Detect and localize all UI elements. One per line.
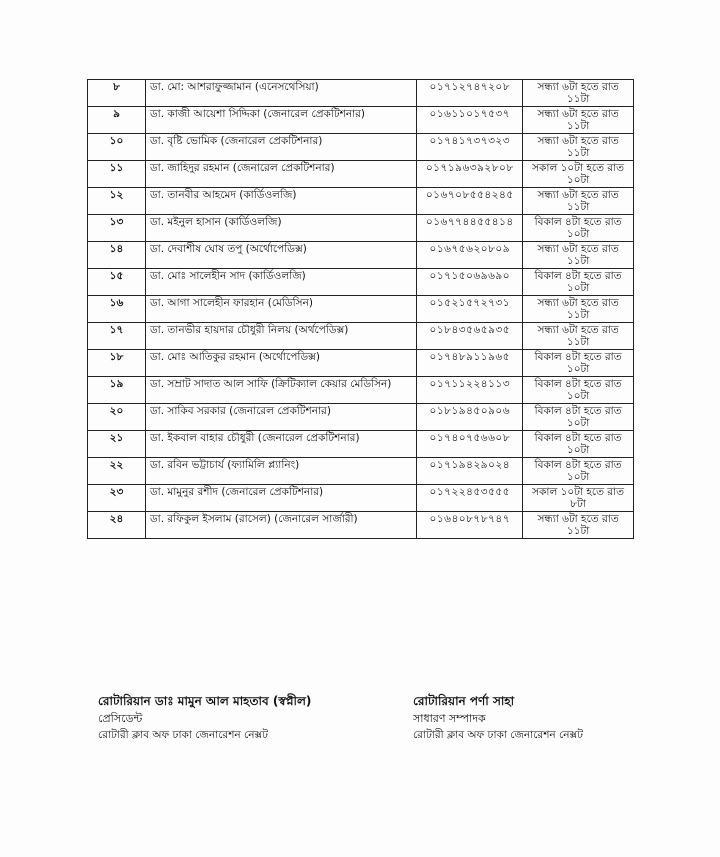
table-row <box>88 269 634 296</box>
serial-cell: ১১ <box>88 161 146 188</box>
serial-cell: ৮ <box>88 80 146 107</box>
serial-cell: ১২ <box>88 188 146 215</box>
doctor-name-cell: ডা. মোঃ আতিকুর রহমান (অর্থোপেডিক্স) <box>145 350 416 377</box>
doctor-name-cell: ডা. সাকিব সরকার (জেনারেল প্রেকটিশনার) <box>145 404 416 431</box>
phone-cell: ০১৭১৫০৬৯৬৯০ <box>417 269 523 296</box>
table-row <box>88 377 634 404</box>
table-row <box>88 458 634 485</box>
phone-cell: ০১৬৭৭৪৪৫৫৪১৪ <box>417 215 523 242</box>
signature-secretary-role: সাধারণ সম্পাদক <box>413 712 486 725</box>
time-cell: বিকাল ৪টা হতে রাত ১০টা <box>523 215 634 242</box>
phone-cell: ০১৭৪১৭৩৭৩২৩ <box>417 134 523 161</box>
doctor-name-cell: ডা. মামুনুর রশীদ (জেনারেল প্রেকটিশনার) <box>145 485 416 512</box>
phone-cell: ০১৭১৯৬৩৯২৮০৮ <box>417 161 523 188</box>
phone-cell: ০১৫২১৫৭২৭৩১ <box>417 296 523 323</box>
table-row <box>88 188 634 215</box>
table-row <box>88 323 634 350</box>
table-row <box>88 485 634 512</box>
serial-cell: ১০ <box>88 134 146 161</box>
doctor-name-cell: ডা. তানভীর হায়দার চৌধুরী নিলয় (অর্থপেডিক্স) <box>145 323 416 350</box>
phone-cell: ০১৬১১০১৭৫৩৭ <box>417 107 523 134</box>
doctor-name-cell: ডা. জাহিদুর রহমান (জেনারেল প্রেকটিশনার) <box>145 161 416 188</box>
serial-cell: ১৪ <box>88 242 146 269</box>
doctor-name-cell: ডা. রবিন ভট্টাচার্য (ফ্যামিলি প্ল্যানিং) <box>145 458 416 485</box>
phone-cell: ০১৭১১২২৪১১৩ <box>417 377 523 404</box>
serial-cell: ২০ <box>88 404 146 431</box>
doctor-name-cell: ডা. সম্রাট সাদাত আল সাফি (ক্রিটিক্যাল কেয়ার মেডিসিন) <box>145 377 416 404</box>
serial-cell: ২১ <box>88 431 146 458</box>
table-row <box>88 242 634 269</box>
serial-cell: ১৩ <box>88 215 146 242</box>
doctor-name-cell: ডা. মইনুল হাসান (কার্ডিওলজি) <box>145 215 416 242</box>
table-row <box>88 512 634 539</box>
time-cell: সন্ধ্যা ৬টা হতে রাত ১১টা <box>523 80 634 107</box>
time-cell: সন্ধ্যা ৬টা হতে রাত ১১টা <box>523 107 634 134</box>
phone-cell: ০১৭২২৪৫৩৫৫৫ <box>417 485 523 512</box>
time-cell: বিকাল ৪টা হতে রাত ১০টা <box>523 269 634 296</box>
time-cell: বিকাল ৪টা হতে রাত ১০টা <box>523 404 634 431</box>
serial-cell: ১৬ <box>88 296 146 323</box>
time-cell: বিকাল ৪টা হতে রাত ১০টা <box>523 377 634 404</box>
table-row <box>88 161 634 188</box>
serial-cell: ১৫ <box>88 269 146 296</box>
serial-cell: ১৭ <box>88 323 146 350</box>
phone-cell: ০১৬৭০৮৫৫৪২৪৫ <box>417 188 523 215</box>
doctor-name-cell: ডা. ইকবাল বাহার চৌধুরী (জেনারেল প্রেকটিশনার) <box>145 431 416 458</box>
doctor-name-cell: ডা. দেবাশীষ ঘোষ তপু (অর্থোপেডিক্স) <box>145 242 416 269</box>
table-row <box>88 431 634 458</box>
doctor-name-cell: ডা. মোঃ সালেহীন সাদ (কার্ডিওলজি) <box>145 269 416 296</box>
signature-president <box>98 693 311 744</box>
serial-cell: ২২ <box>88 458 146 485</box>
time-cell: বিকাল ৪টা হতে রাত ১০টা <box>523 458 634 485</box>
signature-secretary <box>413 693 583 744</box>
time-cell: সকাল ১০টা হতে রাত ১০টা <box>523 161 634 188</box>
phone-cell: ০১৮৪৩৫৬৫৯৩৫ <box>417 323 523 350</box>
signature-secretary-name: রোটারিয়ান পর্ণা সাহা <box>413 694 515 708</box>
time-cell: সন্ধ্যা ৬টা হতে রাত ১১টা <box>523 134 634 161</box>
phone-cell: ০১৬৭৫৬২০৮০৯ <box>417 242 523 269</box>
doctor-schedule-table <box>87 79 634 539</box>
signature-secretary-org: রোটারী ক্লাব অফ ঢাকা জেনারেশন নেক্সট <box>413 729 583 741</box>
signature-president-role: প্রেসিডেন্ট <box>98 712 143 725</box>
phone-cell: ০১৬৪০৮৭৮৭৪৭ <box>417 512 523 539</box>
serial-cell: ৯ <box>88 107 146 134</box>
doctor-name-cell: ডা. কাজী আয়েশা সিদ্দিকা (জেনারেল প্রেকটিশনার) <box>145 107 416 134</box>
doctor-name-cell: ডা. রফিকুল ইসলাম (রাসেল) (জেনারেল সার্জারী) <box>145 512 416 539</box>
table-row <box>88 296 634 323</box>
doctor-table-body <box>88 80 634 539</box>
table-row <box>88 404 634 431</box>
time-cell: বিকাল ৪টা হতে রাত ১০টা <box>523 431 634 458</box>
table-row <box>88 350 634 377</box>
time-cell: সন্ধ্যা ৬টা হতে রাত ১১টা <box>523 188 634 215</box>
doctor-name-cell: ডা. তানবীর আহমেদ (কার্ডিওলজি) <box>145 188 416 215</box>
time-cell: সন্ধ্যা ৬টা হতে রাত ১১টা <box>523 296 634 323</box>
table-row <box>88 80 634 107</box>
doctor-name-cell: ডা. বৃষ্টি ভোমিক (জেনারেল প্রেকটিশনার) <box>145 134 416 161</box>
table-row <box>88 134 634 161</box>
phone-cell: ০১৮১৯৪৫০৯০৬ <box>417 404 523 431</box>
signature-president-name: রোটারিয়ান ডাঃ মামুন আল মাহতাব (স্বপ্নীল) <box>98 694 312 708</box>
phone-cell: ০১৭১২৭৪৭২০৮ <box>417 80 523 107</box>
serial-cell: ২৩ <box>88 485 146 512</box>
time-cell: সন্ধ্যা ৬টা হতে রাত ১১টা <box>523 512 634 539</box>
serial-cell: ১৮ <box>88 350 146 377</box>
time-cell: সন্ধ্যা ৬টা হতে রাত ১১টা <box>523 242 634 269</box>
serial-cell: ২৪ <box>88 512 146 539</box>
table-row <box>88 215 634 242</box>
table-row <box>88 107 634 134</box>
doctor-name-cell: ডা. মো: আশরাফুজ্জামান (এনেসথেসিয়া) <box>145 80 416 107</box>
time-cell: সকাল ১০টা হতে রাত ৮টা <box>523 485 634 512</box>
time-cell: বিকাল ৪টা হতে রাত ১০টা <box>523 350 634 377</box>
signature-president-org: রোটারী ক্লাব অফ ঢাকা জেনারেশন নেক্সট <box>98 729 268 741</box>
time-cell: সন্ধ্যা ৬টা হতে রাত ১১টা <box>523 323 634 350</box>
phone-cell: ০১৭৪৮৯১১৯৬৫ <box>417 350 523 377</box>
serial-cell: ১৯ <box>88 377 146 404</box>
phone-cell: ০১৭১৯৪২৯০২৪ <box>417 458 523 485</box>
doctor-name-cell: ডা. আগা সালেহীন ফারহান (মেডিসিন) <box>145 296 416 323</box>
phone-cell: ০১৭৪০৭৫৬৬০৮ <box>417 431 523 458</box>
